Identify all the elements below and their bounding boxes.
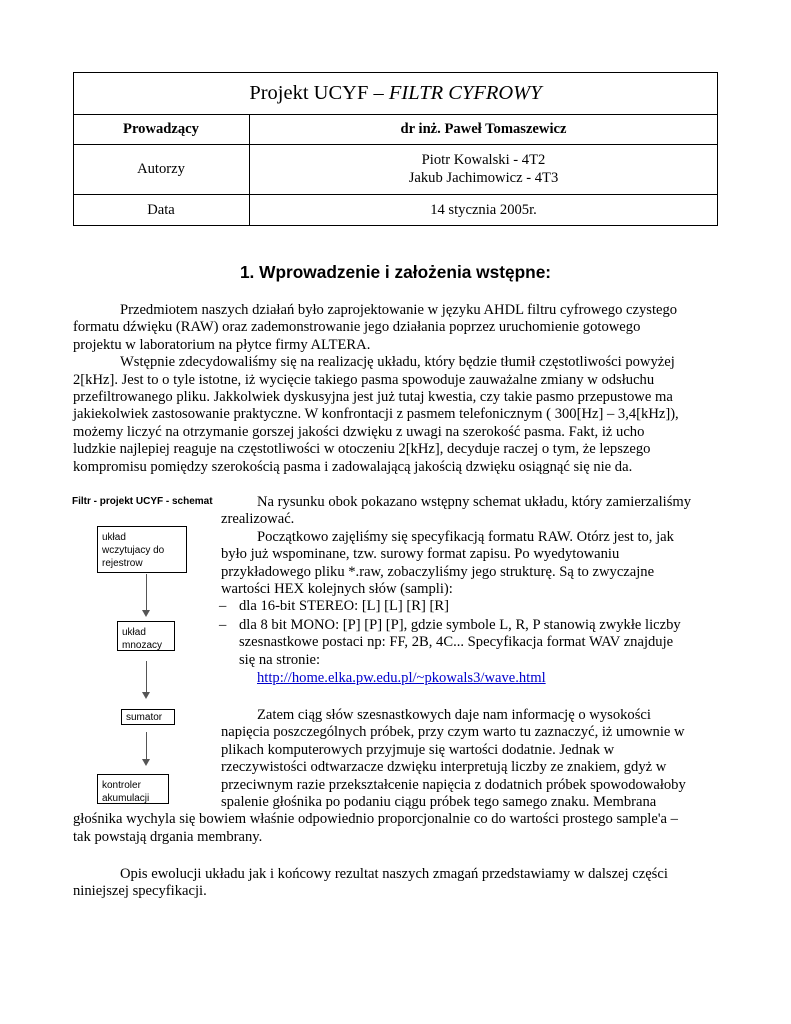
text-line: jakiekolwiek zastosowanie praktyczne. W konfrontacji z pasmem telefonicznym ( 300[Hz] – 3,4[kHz]),: [73, 406, 679, 423]
header-table: [73, 72, 718, 226]
wave-spec-link-wrap: [257, 670, 546, 687]
text-line: 2[kHz]. Jest to o tyle istotne, iż wycięcie takiego pasma spowoduje zauważalne zmiany w odsłuchu: [73, 371, 655, 388]
text-line: Zatem ciąg słów szesnastkowych daje nam informację o wysokości: [257, 707, 651, 723]
box-label: wczytujacy do: [102, 545, 165, 556]
text-line: kompromisu pomiędzy szerokością pasma i zadowalającą jakością dzwięku osiągnąć się nie da.: [73, 458, 633, 475]
box-label: akumulacji: [102, 793, 150, 804]
text-line: głośnika wychyla się bowiem właśnie odpowiednio proporcjonalnie co do wartości prostego sample'a –: [73, 811, 678, 828]
intro-paragraph: [73, 302, 723, 478]
bullet-marker: –: [219, 617, 227, 633]
text-line: przefiltrowanego pliku. Jakkolwiek dyskusyjna jest już tutaj kwestia, czy takie pasmo przepustowe ma: [73, 389, 673, 405]
box-uklad-mnozacy: [117, 621, 175, 651]
arrow-head: [142, 692, 150, 699]
text-line: napięcia poszczególnych próbek, przy czym warto tu zaznaczyć, iż umownie w: [221, 724, 685, 741]
diagram-title: Filtr - projekt UCYF - schemat: [72, 496, 213, 507]
row-value-data: 14 stycznia 2005r.: [430, 201, 537, 218]
text-line: Na rysunku obok pokazano wstępny schemat układu, który zamierzaliśmy: [257, 494, 692, 510]
row-value-autorzy: [249, 144, 718, 194]
text-line: było już wspominane, tzw. surowy format zapisu. Po wyedytowaniu: [221, 546, 620, 563]
text-line: projektu w laboratorium na płytce firmy ALTERA.: [73, 336, 371, 353]
bullet-item-cont: szesnastkowe postaci np: FF, 2B, 4C... Specyfikacja format WAV znajduje: [239, 634, 674, 651]
text-line: Opis ewolucji układu jak i końcowy rezultat naszych zmagań przedstawiamy w dalszej części: [120, 866, 668, 882]
text-line: rzeczywistości odtwarzacze dzwięku interpretują liczby ze znakiem, gdyż w: [221, 759, 667, 776]
text-line: możemy liczyć na otrzymanie gorszej jakości dzwięku z uwagi na szerokość pasma. Fakt, iż ucho: [73, 423, 645, 440]
text-line: tak powstają drgania membrany.: [73, 828, 263, 845]
paragraph-2: [73, 707, 723, 849]
bullet-item: dla 16-bit STEREO: [L] [L] [R] [R]: [239, 598, 449, 614]
box-label: sumator: [126, 712, 163, 723]
box-label: rejestrow: [102, 558, 143, 569]
final-paragraph: [73, 866, 723, 906]
page-title: [73, 72, 718, 114]
bullet-item-cont: się na stronie:: [239, 651, 321, 668]
box-label: mnozacy: [122, 640, 163, 651]
text-line: przykładowego pliku *.raw, zobaczyliśmy jego strukturę. Są to zwyczajne: [221, 563, 655, 580]
text-line: zrealizować.: [221, 511, 295, 528]
arrow-head: [142, 610, 150, 617]
title-italic: FILTR CYFROWY: [388, 82, 542, 104]
text-line: Przedmiotem naszych działań było zaprojektowanie w języku AHDL filtru cyfrowego czystego: [120, 302, 678, 318]
bullet-marker: –: [219, 598, 227, 614]
text-line: ludzkie najlepiej reaguje na częstotliwości w otoczeniu 2[kHz], decyduje raczej o tym, że lepszego: [73, 441, 651, 458]
text-line: Początkowo zajęliśmy się specyfikacją formatu RAW. Otórz jest to, jak: [257, 528, 674, 545]
box-label: kontroler: [102, 780, 141, 791]
box-uklad-wczytujacy: [97, 526, 187, 573]
row-value-prowadzacy: dr inż. Paweł Tomaszewicz: [400, 121, 567, 137]
text-line: plikach komputerowych przyjmuje się wartości dodatnie. Jednak w: [221, 741, 615, 758]
bullet-item: dla 8 bit MONO: [P] [P] [P], gdzie symbole L, R, P stanowią zwykłe liczby: [239, 617, 681, 633]
author-1: Piotr Kowalski - 4T2: [421, 152, 546, 168]
text-line: wartości HEX kolejnych słów (sampli):: [221, 581, 453, 597]
section-heading: 1. Wprowadzenie i założenia wstępne:: [239, 262, 552, 282]
title-prefix: Projekt UCYF –: [249, 82, 389, 104]
row-label-autorzy: Autorzy: [137, 161, 185, 177]
row-label-data: Data: [147, 201, 175, 218]
wave-spec-link[interactable]: http://home.elka.pw.edu.pl/~pkowals3/wave.html: [257, 670, 546, 686]
text-line: przeciwnym razie przekształcenie napięcia z dodatnich próbek spowodowałoby: [221, 776, 686, 793]
author-2: Jakub Jachimowicz - 4T3: [408, 170, 559, 186]
arrow: [146, 574, 147, 614]
text-line: Wstępnie zdecydowaliśmy się na realizację układu, który będzie tłumił częstotliwości powyżej: [120, 354, 675, 371]
row-label-prowadzacy: Prowadzący: [123, 121, 199, 137]
text-line: spalenie głośnika po podaniu ciągu próbek tego samego znaku. Membrana: [221, 794, 657, 810]
bullet-list: [219, 598, 719, 698]
text-line: niniejszej specyfikacji.: [73, 883, 207, 900]
arrow: [146, 661, 147, 695]
box-label: układ: [102, 532, 126, 543]
text-line: formatu dźwięku (RAW) oraz zademonstrowanie jego działania poprzez uruchomienie gotowego: [73, 319, 641, 336]
box-label: układ: [122, 627, 146, 638]
